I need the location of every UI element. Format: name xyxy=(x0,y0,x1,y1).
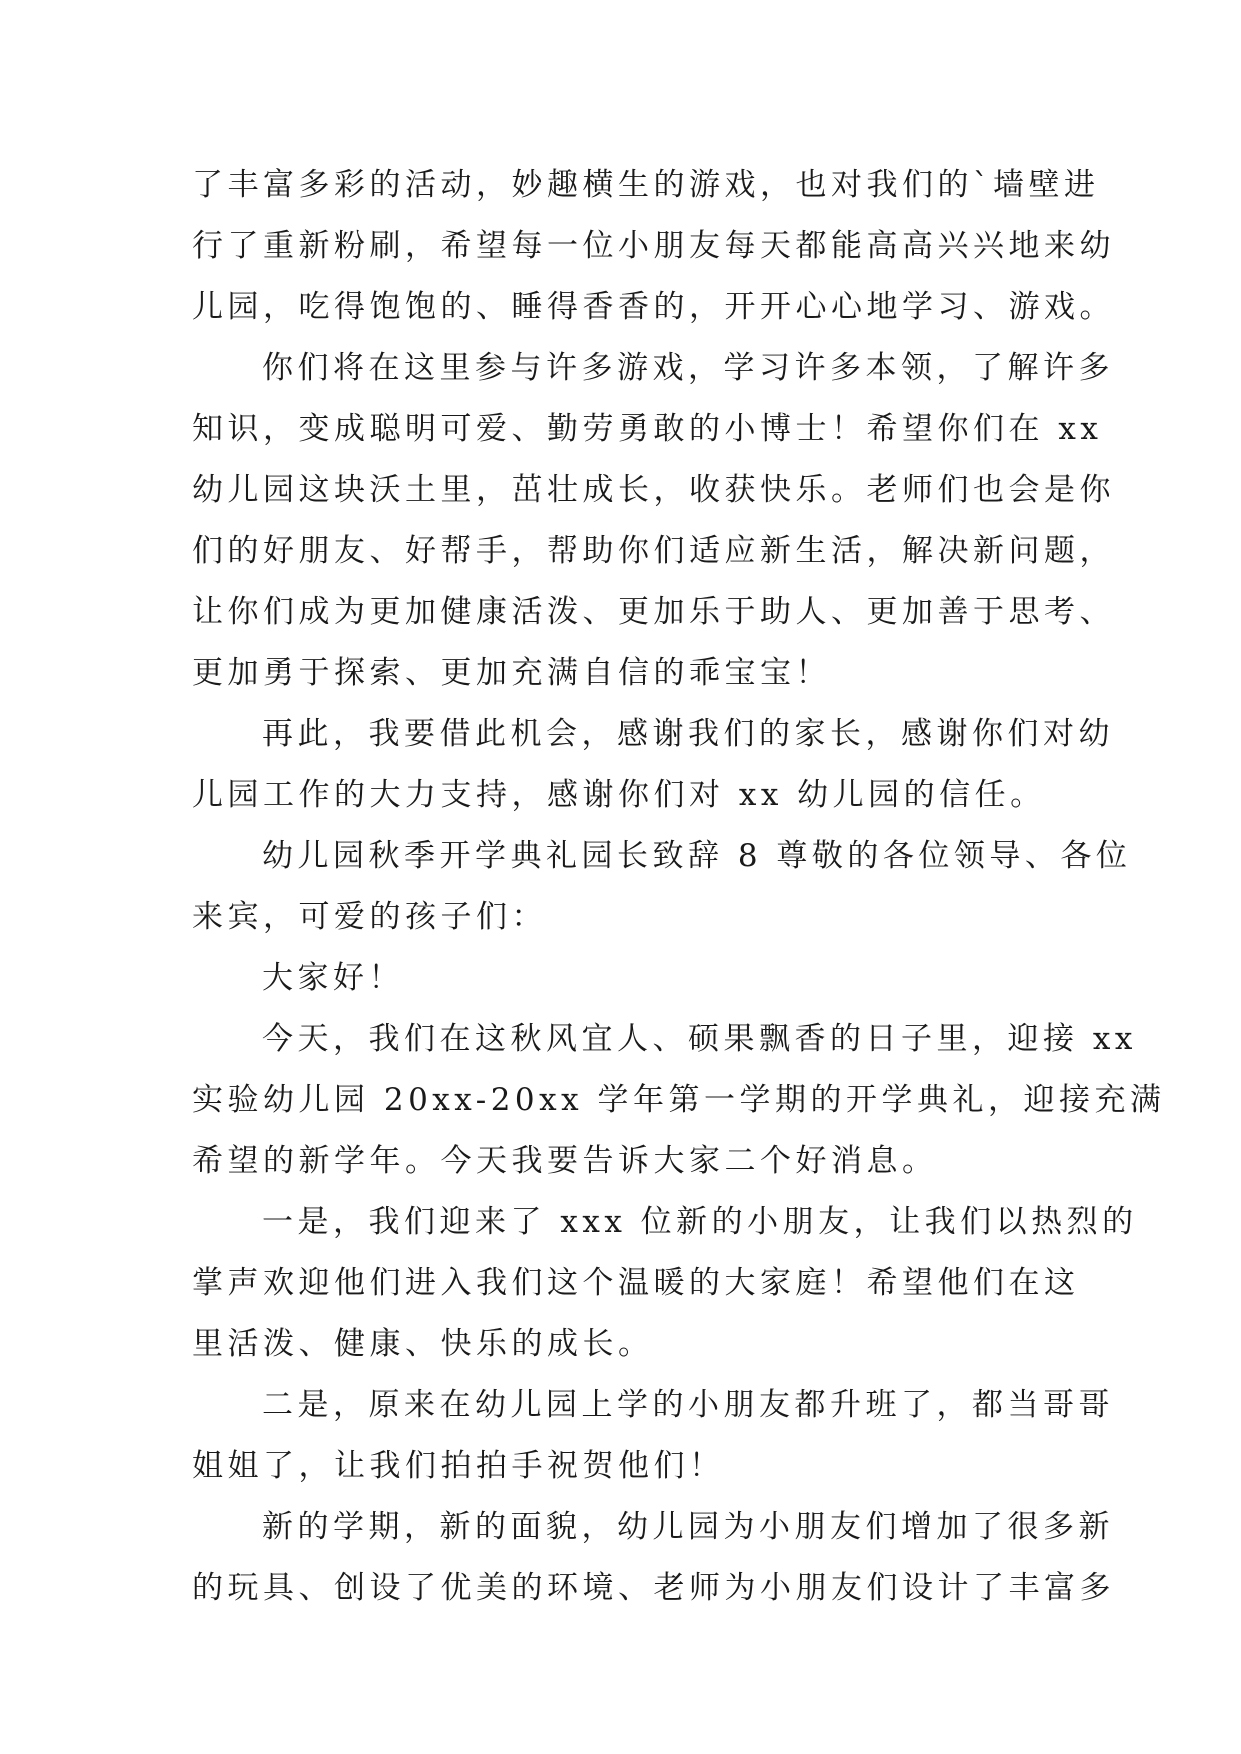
text-line-14: 大家好！ xyxy=(262,960,404,996)
text-line-4: 你们将在这里参与许多游戏，学习许多本领，了解许多 xyxy=(262,350,1114,386)
text-line-18: 一是，我们迎来了 xxx 位新的小朋友，让我们以热烈的 xyxy=(262,1204,1138,1240)
text-line-2: 行了重新粉刷，希望每一位小朋友每天都能高高兴兴地来幼 xyxy=(192,228,1115,264)
text-line-8: 让你们成为更加健康活泼、更加乐于助人、更加善于思考、 xyxy=(192,594,1115,630)
text-line-24: 的玩具、创设了优美的环境、老师为小朋友们设计了丰富多 xyxy=(192,1570,1115,1606)
text-line-7: 们的好朋友、好帮手，帮助你们适应新生活，解决新问题， xyxy=(192,533,1115,569)
document-body xyxy=(192,155,1166,1619)
text-line-21: 二是，原来在幼儿园上学的小朋友都升班了，都当哥哥 xyxy=(262,1387,1114,1423)
text-line-19: 掌声欢迎他们进入我们这个温暖的大家庭！希望他们在这 xyxy=(192,1265,1080,1301)
text-line-1: 了丰富多彩的活动，妙趣横生的游戏，也对我们的`墙壁进 xyxy=(192,167,1100,203)
text-line-12: 幼儿园秋季开学典礼园长致辞 8 尊敬的各位领导、各位 xyxy=(262,838,1132,874)
text-line-20: 里活泼、健康、快乐的成长。 xyxy=(192,1326,654,1362)
text-line-17: 希望的新学年。今天我要告诉大家二个好消息。 xyxy=(192,1143,938,1179)
text-line-10: 再此，我要借此机会，感谢我们的家长，感谢你们对幼 xyxy=(262,716,1114,752)
text-line-23: 新的学期，新的面貌，幼儿园为小朋友们增加了很多新 xyxy=(262,1509,1114,1545)
text-line-13: 来宾，可爱的孩子们： xyxy=(192,899,547,935)
text-line-11: 儿园工作的大力支持，感谢你们对 xx 幼儿园的信任。 xyxy=(192,777,1046,813)
text-line-3: 儿园，吃得饱饱的、睡得香香的，开开心心地学习、游戏。 xyxy=(192,289,1115,325)
text-line-9: 更加勇于探索、更加充满自信的乖宝宝！ xyxy=(192,655,831,691)
text-line-5: 知识，变成聪明可爱、勤劳勇敢的小博士！希望你们在 xx xyxy=(192,411,1103,447)
text-line-6: 幼儿园这块沃土里，茁壮成长，收获快乐。老师们也会是你 xyxy=(192,472,1115,508)
text-line-22: 姐姐了，让我们拍拍手祝贺他们！ xyxy=(192,1448,725,1484)
text-line-15: 今天，我们在这秋风宜人、硕果飘香的日子里，迎接 xx xyxy=(262,1021,1137,1057)
text-line-16: 实验幼儿园 20xx-20xx 学年第一学期的开学典礼，迎接充满 xyxy=(192,1082,1166,1118)
